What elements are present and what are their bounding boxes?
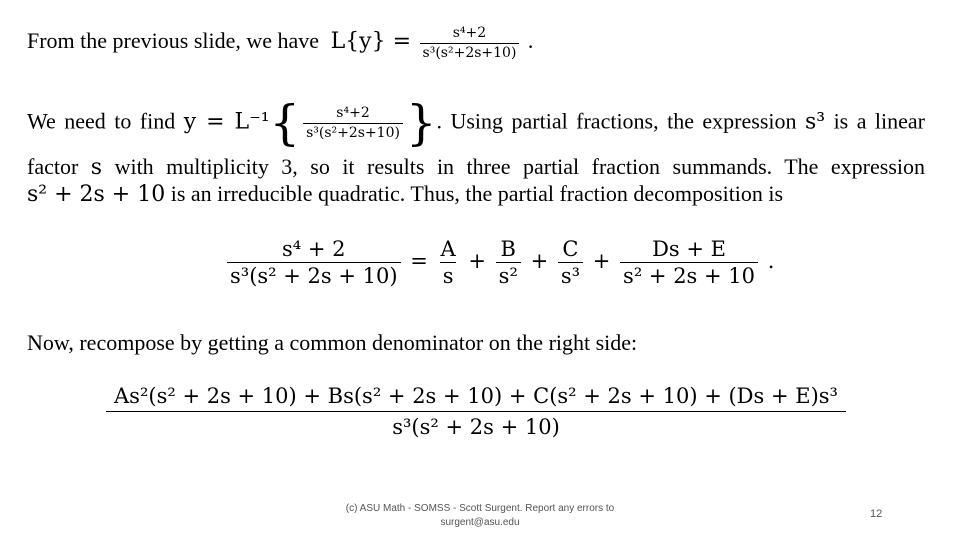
- intro-text: From the previous slide, we have: [27, 28, 320, 54]
- decomp-lhs-denominator: s³(s² + 2s + 10): [227, 262, 401, 287]
- left-brace: {: [269, 95, 301, 151]
- para-a1: We need to find: [27, 108, 176, 134]
- term-b-denominator: s²: [496, 262, 521, 287]
- para-b1: factor: [27, 154, 79, 179]
- para-a2: . Using partial fractions, the expression: [436, 108, 797, 134]
- decomp-period: .: [767, 249, 775, 274]
- inverse-numerator: s⁴+2: [336, 105, 370, 122]
- recomposed-denominator: s³(s² + 2s + 10): [392, 415, 560, 439]
- recomposed-fraction: [106, 384, 846, 439]
- term-a: [438, 238, 459, 287]
- laplace-lhs: L{y} =: [330, 29, 412, 55]
- intro-period: .: [527, 28, 534, 54]
- equals-sign: =: [410, 249, 428, 274]
- quadratic-expression: s² + 2s + 10: [27, 182, 166, 207]
- s-cubed: s³: [804, 109, 826, 135]
- laplace-numerator: s⁴+2: [452, 25, 487, 41]
- laplace-denominator: s³(s²+2s+10): [420, 43, 520, 61]
- page-number: 12: [870, 508, 883, 520]
- term-a-numerator: A: [440, 237, 456, 261]
- term-b-numerator: B: [500, 237, 516, 261]
- recomposed-numerator: As²(s² + 2s + 10) + Bs(s² + 2s + 10) + C(s² + 2s + 10) + (Ds + E)s³: [106, 384, 846, 412]
- s-variable: s: [90, 155, 103, 180]
- paragraph-line-c: [27, 181, 783, 207]
- footer-credit-line2: surgent@asu.edu: [440, 517, 520, 528]
- right-brace: }: [405, 95, 437, 151]
- para-a3: is a linear: [833, 108, 926, 134]
- plus-sign: +: [592, 249, 611, 274]
- term-de-denominator: s² + 2s + 10: [620, 262, 758, 287]
- plus-sign: +: [530, 249, 549, 274]
- plus-sign: +: [468, 249, 486, 274]
- inverse-fraction: [303, 106, 403, 140]
- term-c-denominator: s³: [558, 262, 583, 287]
- recompose-line: [27, 330, 637, 356]
- term-de-numerator: Ds + E: [652, 237, 726, 261]
- recompose-text: Now, recompose by getting a common denominator on the right side:: [27, 330, 638, 355]
- paragraph-line-a: [27, 95, 926, 151]
- term-c: [558, 238, 583, 287]
- decomp-lhs-numerator: s⁴ + 2: [282, 237, 346, 261]
- term-c-numerator: C: [562, 237, 579, 261]
- term-b: [496, 238, 521, 287]
- term-a-denominator: s: [440, 262, 457, 287]
- footer-credit-line1: (c) ASU Math - SOMSS - Scott Surgent. Report any errors to: [345, 503, 615, 514]
- paragraph-line-b: [27, 154, 925, 180]
- para-b2: with multiplicity 3, so it results in three partial fraction summands. The expression: [114, 154, 926, 179]
- inverse-laplace: y = L⁻¹: [183, 109, 270, 135]
- intro-line: [27, 26, 533, 60]
- laplace-fraction: [420, 26, 520, 60]
- decomp-lhs: [227, 238, 401, 287]
- para-c2: is an irreducible quadratic. Thus, the partial fraction decomposition is: [170, 181, 784, 206]
- term-de: [620, 238, 758, 287]
- inverse-denominator: s³(s²+2s+10): [303, 123, 403, 141]
- footer-credit: [320, 502, 640, 530]
- decomposition-equation: [224, 238, 774, 287]
